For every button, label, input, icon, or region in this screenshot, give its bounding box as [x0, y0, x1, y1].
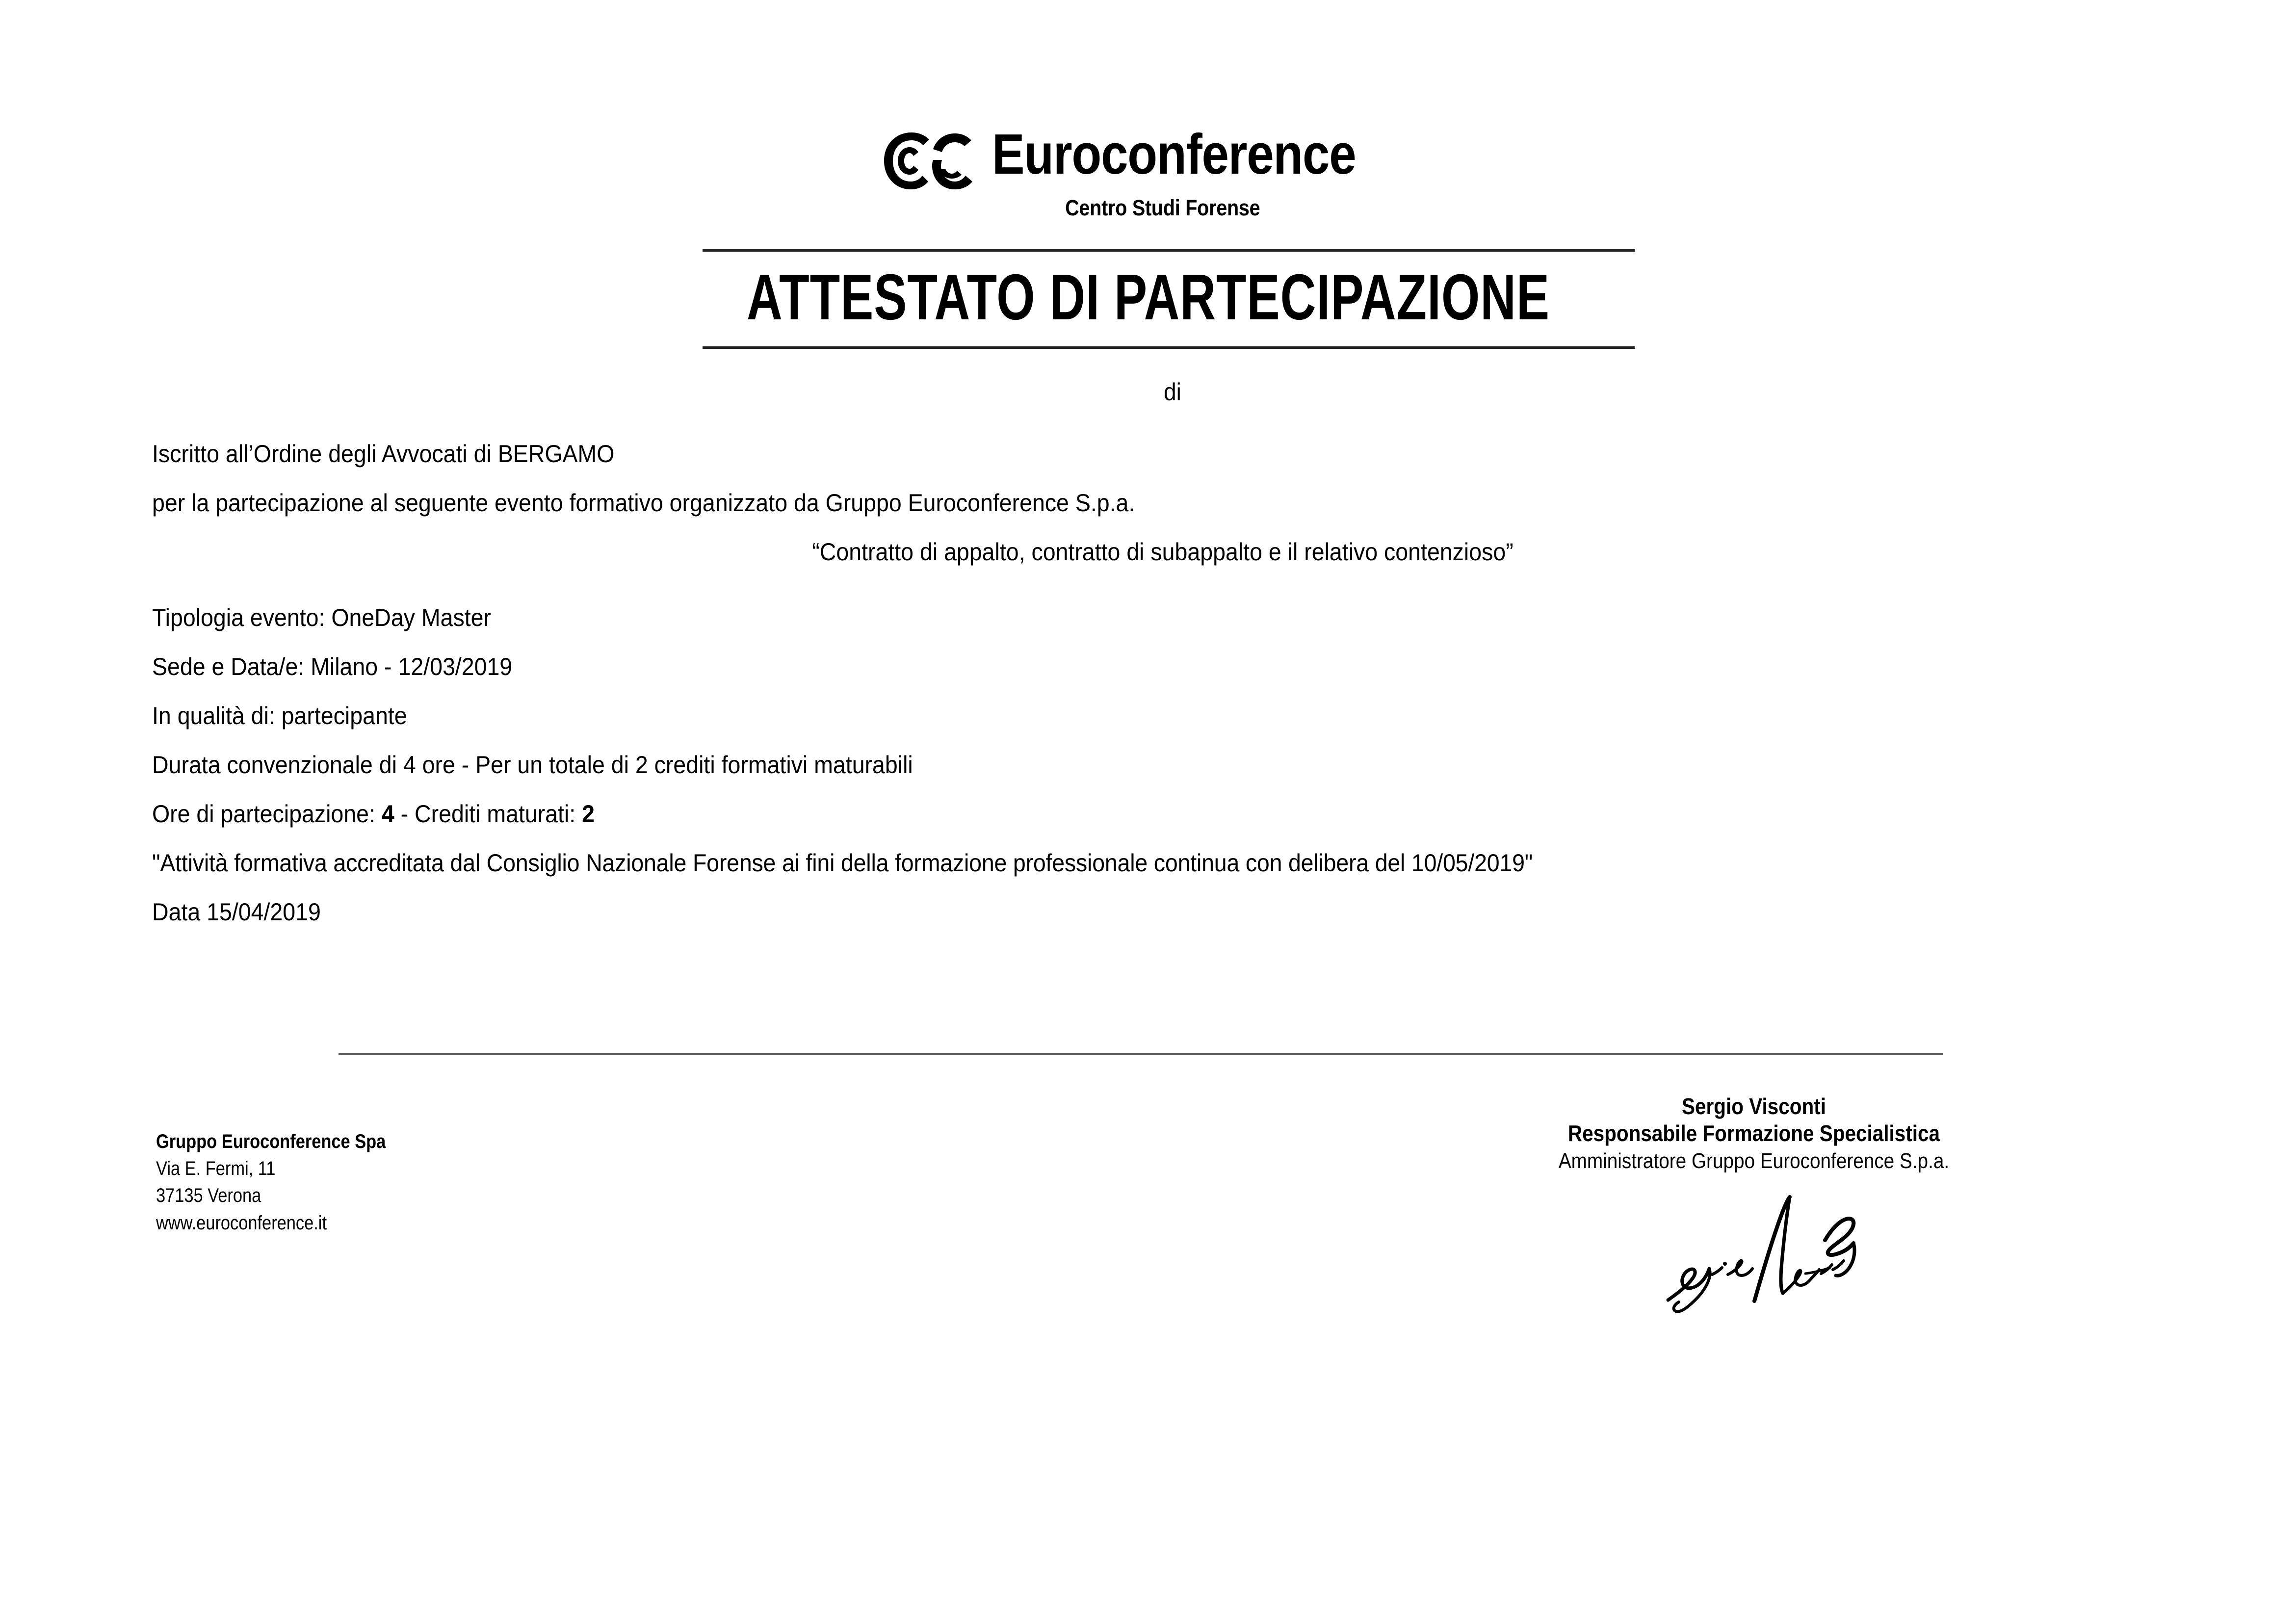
- signature-name: Sergio Visconti: [1682, 1093, 1826, 1119]
- brand-wordmark: Euroconference: [991, 122, 1356, 186]
- hours-credits-line: [152, 802, 2032, 826]
- footer-company-name: Gruppo Euroconference Spa: [156, 1131, 386, 1152]
- signature-organization: Amministratore Gruppo Euroconference S.p.a.: [1558, 1149, 1950, 1173]
- handwritten-signature-icon: [1658, 1177, 1884, 1325]
- signature-block: [1452, 1093, 2056, 1175]
- footer-address-street: Via E. Fermi, 11: [156, 1158, 276, 1180]
- hours-label-b: - Crediti maturati:: [394, 800, 582, 828]
- registration-line: Iscritto all’Ordine degli Avvocati di BERGAMO: [152, 440, 615, 468]
- recipient-name: [94, 410, 2251, 438]
- course-title-line: “Contratto di appalto, contratto di subappalto e il relativo contenzioso”: [812, 538, 1513, 566]
- recipient-preposition: di: [1164, 378, 1181, 406]
- credits-value: 2: [582, 800, 595, 828]
- brand-header: [0, 122, 2296, 221]
- footer-rule: [339, 1053, 1943, 1055]
- duration-line: Durata convenzionale di 4 ore - Per un totale di 2 crediti formativi maturabili: [152, 751, 913, 779]
- organizer-line: per la partecipazione al seguente evento formativo organizzato da Gruppo Euroconference S.p.a.: [152, 489, 1135, 517]
- body-spacer: [152, 589, 2173, 605]
- issue-date-line: Data 15/04/2019: [152, 898, 321, 926]
- footer-website[interactable]: www.euroconference.it: [156, 1212, 327, 1234]
- title-rule-top: [703, 249, 1635, 252]
- certificate-body: [152, 442, 2173, 949]
- footer-company-block: [156, 1128, 386, 1237]
- title-rule-bottom: [703, 346, 1635, 349]
- accreditation-line: "Attività formativa accreditata dal Consiglio Nazionale Forense ai fini della formazione professionale continua con delibera del 10/05/2019": [152, 849, 1533, 877]
- brand-subtitle: Centro Studi Forense: [1065, 195, 1260, 220]
- hours-value: 4: [381, 800, 394, 828]
- role-line: In qualità di: partecipante: [152, 702, 407, 729]
- venue-date-line: Sede e Data/e: Milano - 12/03/2019: [152, 653, 513, 680]
- page-title: [0, 260, 2296, 334]
- signature-role: Responsabile Formazione Specialistica: [1567, 1120, 1940, 1146]
- event-type-line: Tipologia evento: OneDay Master: [152, 604, 491, 631]
- euroconference-oc-monogram-icon: [881, 130, 977, 192]
- hours-label-a: Ore di partecipazione:: [152, 800, 382, 828]
- brand-lockup: [881, 122, 1415, 192]
- page-title-text: ATTESTATO DI PARTECIPAZIONE: [746, 260, 1550, 334]
- footer-address-city: 37135 Verona: [156, 1185, 261, 1207]
